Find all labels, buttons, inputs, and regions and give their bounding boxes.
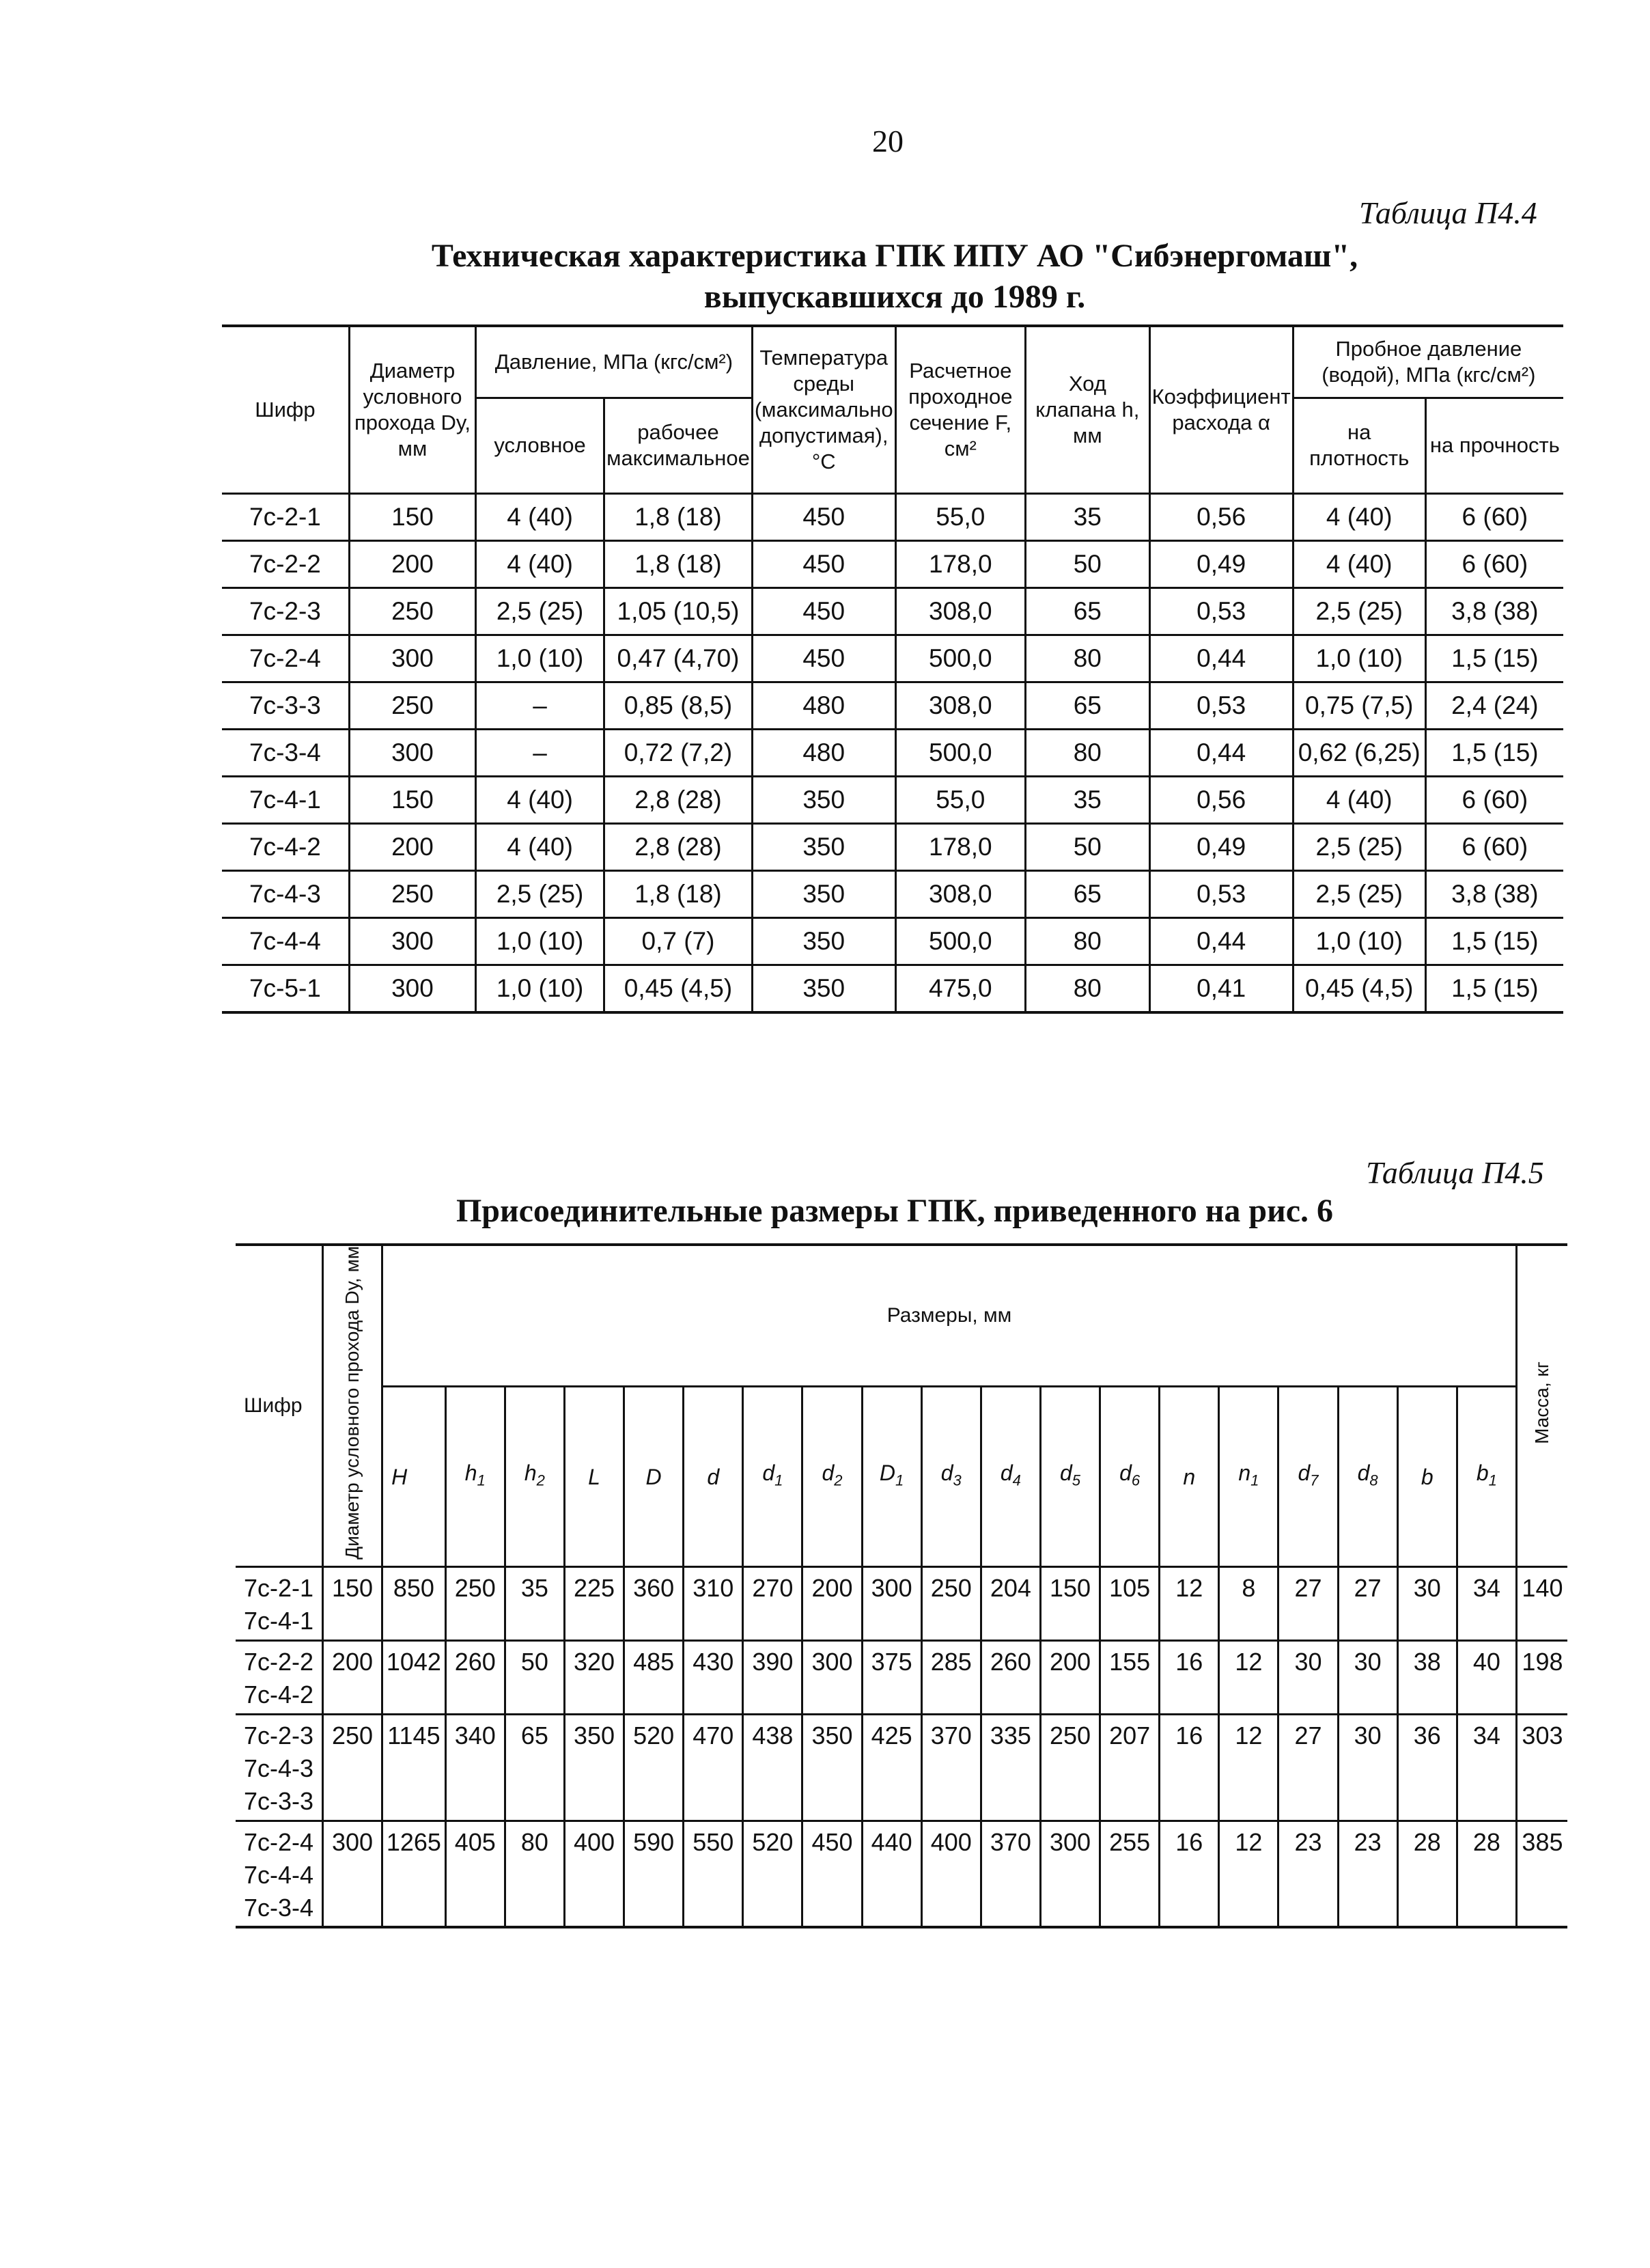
table-cell-code: 7с-2-2 7с-4-2 (236, 1640, 323, 1714)
table-cell: 7с-4-1 (222, 776, 349, 823)
table-cell: 4 (40) (1293, 540, 1425, 587)
table-cell: 1,0 (10) (1293, 917, 1425, 965)
table-cell: 150 (349, 493, 475, 540)
table-cell: 6 (60) (1425, 776, 1563, 823)
table-cell: 250 (445, 1566, 505, 1640)
table-cell: 450 (752, 493, 895, 540)
table-cell: 470 (684, 1714, 743, 1821)
table-cell: 370 (981, 1821, 1040, 1927)
table-cell: 80 (505, 1821, 564, 1927)
table-cell: 7с-2-3 (222, 587, 349, 635)
table-cell: 198 (1516, 1640, 1567, 1714)
table-cell: 4 (40) (476, 823, 604, 870)
table1-caption: Таблица П4.4 (1359, 195, 1537, 230)
col-header-symbol: $d_3$ (921, 1387, 981, 1566)
table-cell: 1,0 (10) (1293, 635, 1425, 682)
table-row (236, 1714, 1567, 1821)
table-cell: 150 (323, 1566, 382, 1640)
table-cell: 1042 (382, 1640, 446, 1714)
table-cell: 7с-4-2 (222, 823, 349, 870)
table-cell: 308,0 (895, 870, 1025, 917)
table-cell: 35 (1026, 776, 1150, 823)
table-cell: – (476, 682, 604, 729)
table-cell: 1145 (382, 1714, 446, 1821)
table-cell: 300 (1040, 1821, 1100, 1927)
table-cell: 0,56 (1149, 493, 1293, 540)
table-cell: 23 (1338, 1821, 1397, 1927)
table-cell: 0,62 (6,25) (1293, 729, 1425, 776)
table-cell: 35 (1026, 493, 1150, 540)
table-cell: 4 (40) (1293, 493, 1425, 540)
table-cell: 155 (1100, 1640, 1160, 1714)
table-cell-code: 7с-2-1 7с-4-1 (236, 1566, 323, 1640)
col-header-section: Расчетное проходное сечение F, см² (895, 326, 1025, 493)
table-cell: 7с-2-2 (222, 540, 349, 587)
col-header-symbol: L (564, 1387, 624, 1566)
col-header-symbol: D (624, 1387, 684, 1566)
table-cell: 27 (1278, 1566, 1338, 1640)
table-cell: 0,75 (7,5) (1293, 682, 1425, 729)
table-cell: 200 (349, 823, 475, 870)
table-cell: 2,8 (28) (604, 776, 753, 823)
table-cell: 400 (564, 1821, 624, 1927)
table-cell: – (476, 729, 604, 776)
col-header-symbol: H (382, 1387, 446, 1566)
table-cell: 4 (40) (476, 776, 604, 823)
table-cell: 140 (1516, 1566, 1567, 1640)
table-cell: 1,5 (15) (1425, 965, 1563, 1012)
table-row (222, 587, 1563, 635)
table-cell: 35 (505, 1566, 564, 1640)
col-header-symbol: $d_1$ (743, 1387, 802, 1566)
table-cell: 850 (382, 1566, 446, 1640)
table-cell: 65 (505, 1714, 564, 1821)
table1-title-line2: выпускавшихся до 1989 г. (703, 279, 1086, 315)
table-cell: 40 (1457, 1640, 1516, 1714)
table-cell: 300 (802, 1640, 862, 1714)
col-header-diameter-text: Диаметр условного прохода Dу, мм (341, 1246, 363, 1560)
table-cell: 7с-5-1 (222, 965, 349, 1012)
col-header-test-strength: на прочность (1425, 398, 1563, 493)
table2-caption: Таблица П4.5 (1366, 1155, 1544, 1190)
table-cell: 150 (349, 776, 475, 823)
table-cell: 80 (1026, 635, 1150, 682)
table-cell: 204 (981, 1566, 1040, 1640)
table-cell: 1,0 (10) (476, 635, 604, 682)
table-cell: 4 (40) (1293, 776, 1425, 823)
table-cell: 500,0 (895, 729, 1025, 776)
table-cell: 8 (1219, 1566, 1278, 1640)
table-cell: 2,5 (25) (1293, 823, 1425, 870)
col-header-symbol: n (1160, 1387, 1219, 1566)
table-cell: 0,85 (8,5) (604, 682, 753, 729)
table-cell: 480 (752, 729, 895, 776)
table-cell: 55,0 (895, 493, 1025, 540)
col-header-stroke: Ход клапана h, мм (1026, 326, 1150, 493)
table-cell: 260 (981, 1640, 1040, 1714)
table-cell: 50 (1026, 540, 1150, 587)
table-cell: 16 (1160, 1821, 1219, 1927)
table-cell: 350 (564, 1714, 624, 1821)
table-cell: 360 (624, 1566, 684, 1640)
table-cell: 12 (1160, 1566, 1219, 1640)
table-cell: 80 (1026, 729, 1150, 776)
col-header-temperature: Температура среды (максимально допустимая), °С (752, 326, 895, 493)
table-cell: 250 (921, 1566, 981, 1640)
table-cell: 260 (445, 1640, 505, 1714)
table-cell: 2,5 (25) (1293, 870, 1425, 917)
col-header-symbol: $h_1$ (445, 1387, 505, 1566)
table-cell: 105 (1100, 1566, 1160, 1640)
table-cell: 250 (349, 587, 475, 635)
table-cell: 450 (752, 587, 895, 635)
table-cell: 425 (862, 1714, 921, 1821)
table-cell: 350 (752, 870, 895, 917)
col-header-sizes: Размеры, мм (382, 1245, 1517, 1387)
col-header-symbol: d (684, 1387, 743, 1566)
table-cell: 178,0 (895, 540, 1025, 587)
table-cell: 178,0 (895, 823, 1025, 870)
table-cell: 308,0 (895, 682, 1025, 729)
table-cell: 0,56 (1149, 776, 1293, 823)
col-header-symbol: $d_5$ (1040, 1387, 1100, 1566)
table-cell: 2,4 (24) (1425, 682, 1563, 729)
table-cell: 1,0 (10) (476, 965, 604, 1012)
table-cell: 50 (505, 1640, 564, 1714)
table-cell: 390 (743, 1640, 802, 1714)
table2-title: Присоединительные размеры ГПК, приведенного на рис. 6 (456, 1193, 1334, 1229)
table-cell: 34 (1457, 1714, 1516, 1821)
col-header-symbol: b (1397, 1387, 1457, 1566)
table-cell: 300 (349, 965, 475, 1012)
table-cell: 350 (752, 823, 895, 870)
table-cell: 0,44 (1149, 729, 1293, 776)
table-cell: 16 (1160, 1640, 1219, 1714)
table2 (236, 1243, 1567, 1928)
table-cell: 38 (1397, 1640, 1457, 1714)
table-cell: 2,5 (25) (1293, 587, 1425, 635)
table-cell: 80 (1026, 965, 1150, 1012)
table-cell: 7с-3-3 (222, 682, 349, 729)
table-row (222, 682, 1563, 729)
table-cell: 475,0 (895, 965, 1025, 1012)
table-cell: 385 (1516, 1821, 1567, 1927)
table-cell: 30 (1278, 1640, 1338, 1714)
table-cell: 270 (743, 1566, 802, 1640)
table-cell: 320 (564, 1640, 624, 1714)
col-header-symbol: $D_1$ (862, 1387, 921, 1566)
table-cell: 0,49 (1149, 823, 1293, 870)
table-cell: 0,45 (4,5) (604, 965, 753, 1012)
table-cell: 1,8 (18) (604, 870, 753, 917)
col-header-symbol: $d_8$ (1338, 1387, 1397, 1566)
table-cell: 500,0 (895, 917, 1025, 965)
table-cell: 12 (1219, 1640, 1278, 1714)
col-header-symbol: $d_6$ (1100, 1387, 1160, 1566)
table-cell: 350 (752, 776, 895, 823)
table-cell: 1,5 (15) (1425, 729, 1563, 776)
table-row (236, 1566, 1567, 1640)
col-header-symbol: $h_2$ (505, 1387, 564, 1566)
col-header-symbol: $d_2$ (802, 1387, 862, 1566)
table-cell: 500,0 (895, 635, 1025, 682)
table-cell: 250 (1040, 1714, 1100, 1821)
table-cell: 200 (323, 1640, 382, 1714)
col-header-symbol: $b_1$ (1457, 1387, 1516, 1566)
table-cell: 1,0 (10) (476, 917, 604, 965)
table-cell: 36 (1397, 1714, 1457, 1821)
table-cell: 340 (445, 1714, 505, 1821)
table2-body (236, 1566, 1567, 1927)
table-cell: 6 (60) (1425, 493, 1563, 540)
table-cell: 1,5 (15) (1425, 635, 1563, 682)
table-cell: 55,0 (895, 776, 1025, 823)
col-header-symbol: $d_7$ (1278, 1387, 1338, 1566)
col-header-diameter: Диаметр условного прохода Dу, мм (349, 326, 475, 493)
table-cell: 1,05 (10,5) (604, 587, 753, 635)
table-cell: 590 (624, 1821, 684, 1927)
table-row (222, 823, 1563, 870)
page-number: 20 (872, 124, 904, 158)
table-cell: 7с-2-4 (222, 635, 349, 682)
table-cell: 0,53 (1149, 587, 1293, 635)
table-cell: 30 (1397, 1566, 1457, 1640)
table-cell: 450 (752, 540, 895, 587)
table-cell: 0,72 (7,2) (604, 729, 753, 776)
table-cell: 23 (1278, 1821, 1338, 1927)
col-header-test-density: на плотность (1293, 398, 1425, 493)
table-cell: 0,49 (1149, 540, 1293, 587)
table-cell: 285 (921, 1640, 981, 1714)
table-cell: 6 (60) (1425, 823, 1563, 870)
table-cell-code: 7с-2-4 7с-4-4 7с-3-4 (236, 1821, 323, 1927)
table-row (222, 635, 1563, 682)
table-cell: 1,8 (18) (604, 493, 753, 540)
table-cell: 207 (1100, 1714, 1160, 1821)
table-cell: 65 (1026, 870, 1150, 917)
table-cell: 30 (1338, 1640, 1397, 1714)
table-cell: 65 (1026, 682, 1150, 729)
table-cell: 350 (802, 1714, 862, 1821)
table-cell: 0,44 (1149, 635, 1293, 682)
table-cell: 7с-4-3 (222, 870, 349, 917)
table-cell: 300 (349, 729, 475, 776)
table-cell: 485 (624, 1640, 684, 1714)
table-cell: 2,8 (28) (604, 823, 753, 870)
table-cell: 375 (862, 1640, 921, 1714)
table-cell: 440 (862, 1821, 921, 1927)
table-cell: 300 (323, 1821, 382, 1927)
table-row (222, 493, 1563, 540)
table-cell: 2,5 (25) (476, 587, 604, 635)
table-row (222, 917, 1563, 965)
table-cell: 80 (1026, 917, 1150, 965)
table-cell: 7с-4-4 (222, 917, 349, 965)
col-header-diameter (323, 1245, 382, 1566)
col-header-test-pressure: Пробное давление (водой), МПа (кгс/см²) (1293, 326, 1563, 398)
table1-title (382, 236, 1407, 318)
table-row (236, 1640, 1567, 1714)
col-header-symbol: $n_1$ (1219, 1387, 1278, 1566)
table-cell: 450 (802, 1821, 862, 1927)
table-cell: 200 (802, 1566, 862, 1640)
table-cell: 6 (60) (1425, 540, 1563, 587)
table-cell: 300 (862, 1566, 921, 1640)
table-row (236, 1821, 1567, 1927)
table-cell: 250 (349, 870, 475, 917)
table-cell: 1,8 (18) (604, 540, 753, 587)
table-cell: 3,8 (38) (1425, 870, 1563, 917)
table-cell: 200 (1040, 1640, 1100, 1714)
table-cell: 7с-3-4 (222, 729, 349, 776)
table-cell: 0,7 (7) (604, 917, 753, 965)
col-header-code: Шифр (236, 1245, 323, 1566)
table-cell: 34 (1457, 1566, 1516, 1640)
table-row (222, 540, 1563, 587)
table-cell: 2,5 (25) (476, 870, 604, 917)
table-cell: 0,53 (1149, 870, 1293, 917)
table-cell: 438 (743, 1714, 802, 1821)
table-cell: 350 (752, 965, 895, 1012)
table-cell: 7с-2-1 (222, 493, 349, 540)
table-cell: 400 (921, 1821, 981, 1927)
table-cell: 30 (1338, 1714, 1397, 1821)
table-cell: 255 (1100, 1821, 1160, 1927)
table-cell: 0,45 (4,5) (1293, 965, 1425, 1012)
table-cell: 4 (40) (476, 493, 604, 540)
table-cell: 4 (40) (476, 540, 604, 587)
table-cell: 405 (445, 1821, 505, 1927)
table-cell: 0,41 (1149, 965, 1293, 1012)
col-header-mass (1516, 1245, 1567, 1566)
col-header-pressure-nominal: условное (476, 398, 604, 493)
table-cell: 250 (323, 1714, 382, 1821)
table-cell: 225 (564, 1566, 624, 1640)
table-cell: 28 (1457, 1821, 1516, 1927)
table-row (222, 729, 1563, 776)
table-cell: 335 (981, 1714, 1040, 1821)
table-cell: 300 (349, 917, 475, 965)
table-cell: 430 (684, 1640, 743, 1714)
table-cell: 50 (1026, 823, 1150, 870)
table-cell: 1265 (382, 1821, 446, 1927)
col-header-pressure: Давление, МПа (кгс/см²) (476, 326, 753, 398)
table-cell: 3,8 (38) (1425, 587, 1563, 635)
table-cell: 12 (1219, 1714, 1278, 1821)
table-cell: 28 (1397, 1821, 1457, 1927)
table-row (222, 965, 1563, 1012)
table-cell: 250 (349, 682, 475, 729)
table-row (222, 776, 1563, 823)
table1-title-line1: Техническая характеристика ГПК ИПУ АО "Сибэнергомаш", (431, 238, 1358, 274)
table-cell: 16 (1160, 1714, 1219, 1821)
table-cell: 450 (752, 635, 895, 682)
table-cell: 27 (1278, 1714, 1338, 1821)
table-cell: 0,47 (4,70) (604, 635, 753, 682)
table-cell: 370 (921, 1714, 981, 1821)
table-cell: 1,5 (15) (1425, 917, 1563, 965)
table-row (222, 870, 1563, 917)
table-cell: 310 (684, 1566, 743, 1640)
table-cell: 300 (349, 635, 475, 682)
col-header-code: Шифр (222, 326, 349, 493)
table-cell-code: 7с-2-3 7с-4-3 7с-3-3 (236, 1714, 323, 1821)
table-cell: 12 (1219, 1821, 1278, 1927)
table-cell: 480 (752, 682, 895, 729)
col-header-mass-text: Масса, кг (1531, 1361, 1553, 1444)
table-cell: 520 (624, 1714, 684, 1821)
table-cell: 0,53 (1149, 682, 1293, 729)
table-cell: 550 (684, 1821, 743, 1927)
table1-body (222, 493, 1563, 1012)
table1 (222, 324, 1563, 1014)
table-cell: 303 (1516, 1714, 1567, 1821)
table-cell: 350 (752, 917, 895, 965)
table-cell: 308,0 (895, 587, 1025, 635)
col-header-coefficient: Коэффициент расхода α (1149, 326, 1293, 493)
table-cell: 520 (743, 1821, 802, 1927)
table-cell: 0,44 (1149, 917, 1293, 965)
table-cell: 65 (1026, 587, 1150, 635)
table-cell: 27 (1338, 1566, 1397, 1640)
col-header-symbol: $d_4$ (981, 1387, 1040, 1566)
table-cell: 150 (1040, 1566, 1100, 1640)
table-cell: 200 (349, 540, 475, 587)
col-header-pressure-working: рабочее максимальное (604, 398, 753, 493)
